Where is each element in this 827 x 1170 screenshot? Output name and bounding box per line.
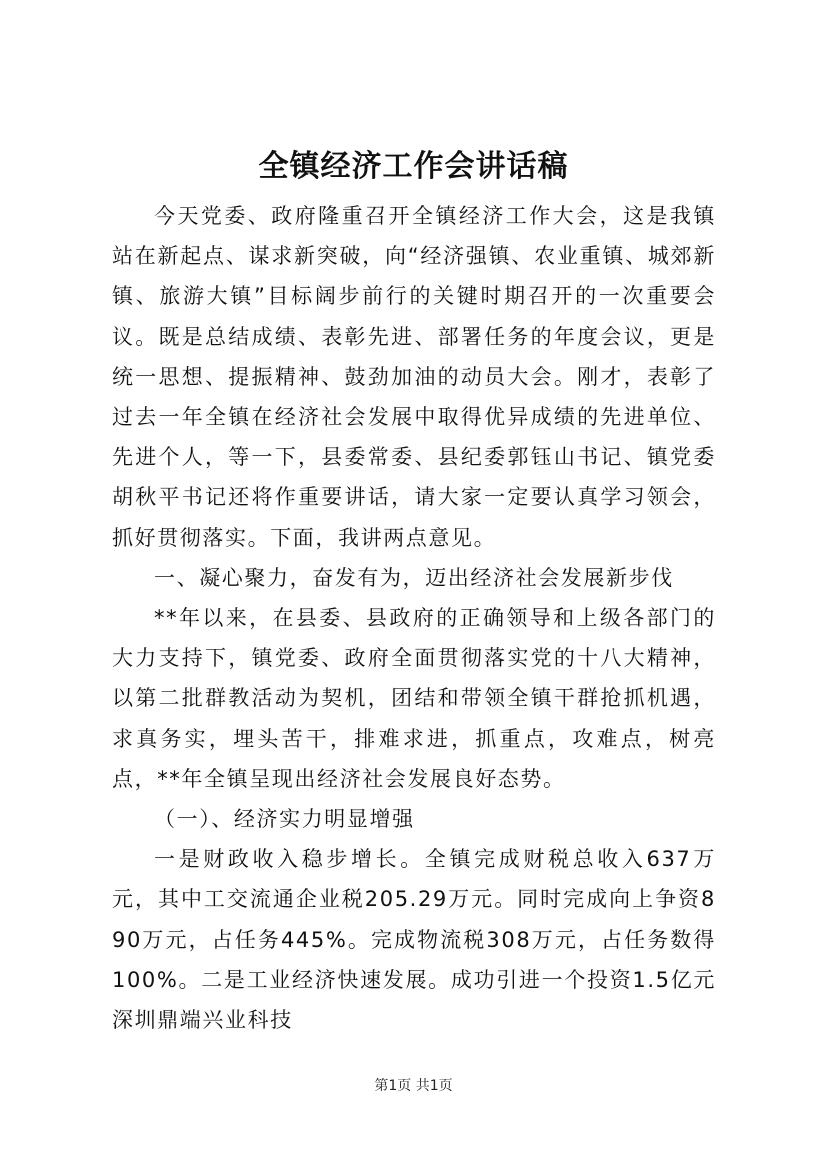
paragraph-intro: 今天党委、政府隆重召开全镇经济工作大会，这是我镇站在新起点、谋求新突破，向“经济强镇、农业重镇、城郊新镇、旅游大镇”目标阔步前行的关键时期召开的一次重要会议。既是总结成绩、表彰先进、部署任务的年度会议，更是统一思想、提振精神、鼓劲加油的动员大会。刚才，表彰了过去一年全镇在经济社会发展中取得优异成绩的先进单位、先进个人，等一下，县委常委、县纪委郭钰山书记、镇党委胡秋平书记还将作重要讲话，请大家一定要认真学习领会，抓好贯彻落实。下面，我讲两点意见。 bbox=[112, 204, 716, 550]
section-heading-1: 一、凝心聚力，奋发有为，迈出经济社会发展新步伐 bbox=[154, 565, 674, 590]
document-title: 全镇经济工作会讲话稿 bbox=[258, 149, 569, 184]
document-body bbox=[112, 196, 716, 1040]
page-footer: 第1页 共1页 bbox=[374, 1078, 453, 1094]
paragraph-achievements: **年以来，在县委、县政府的正确领导和上级各部门的大力支持下，镇党委、政府全面贯彻落实党的十八大精神，以第二批群教活动为契机，团结和带领全镇干群抢抓机遇，求真务实，埋头苦干，排难求进，抓重点，攻难点，树亮点，**年全镇呈现出经济社会发展良好态势。 bbox=[112, 606, 716, 791]
paragraph-finance: 一是财政收入稳步增长。全镇完成财税总收入637万元，其中工交流通企业税205.29万元。同时完成向上争资890万元，占任务445%。完成物流税308万元，占任务数得100%。二是工业经济快速发展。成功引进一个投资1.5亿元深圳鼎端兴业科技 bbox=[112, 847, 716, 1033]
subsection-heading-1: （一）、经济实力明显增强 bbox=[154, 807, 415, 832]
